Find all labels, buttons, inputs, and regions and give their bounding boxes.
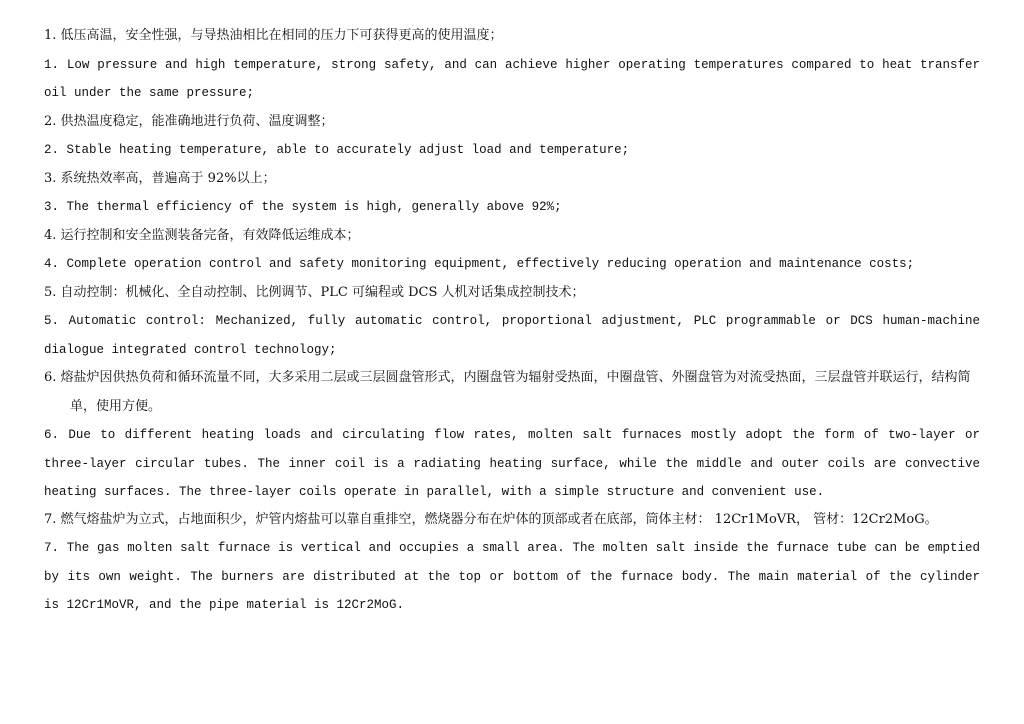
item-3-english: 3. The thermal efficiency of the system is high, generally above 92%;	[44, 200, 562, 214]
item-2-chinese: 2. 供热温度稳定，能准确地进行负荷、温度调整；	[44, 113, 334, 129]
item-3-chinese: 3. 系统热效率高，普遍高于 92%以上；	[44, 170, 276, 186]
item-5-chinese: 5. 自动控制：机械化、全自动控制、比例调节、PLC 可编程或 DCS 人机对话集成控制技术；	[44, 284, 585, 300]
item-1-english: 1. Low pressure and high temperature, strong safety, and can achieve higher operating temperatures compared to heat transfer oil under the same pressure;	[44, 57, 980, 100]
item-4-chinese: 4. 运行控制和安全监测装备完备，有效降低运维成本；	[44, 227, 360, 243]
item-7-english: 7. The gas molten salt furnace is vertical and occupies a small area. The molten salt inside the furnace tube can be emptied by its own weight. The burners are distributed at the top or bottom of the furnace body. The main material of the cylinder is 12Cr1MoVR, and the pipe material is 12Cr2MoG.	[44, 541, 980, 612]
item-5-english: 5. Automatic control: Mechanized, fully automatic control, proportional adjustment, PLC programmable or DCS human-machine dialogue integrated control technology;	[44, 314, 980, 357]
item-2-english: 2. Stable heating temperature, able to accurately adjust load and temperature;	[44, 143, 630, 157]
item-7-chinese: 7. 燃气熔盐炉为立式，占地面积少，炉管内熔盐可以靠自重排空，燃烧器分布在炉体的顶部或者在底部，筒体主材： 12Cr1MoVR， 管材：12Cr2MoG。	[44, 511, 938, 527]
item-6-english: 6. Due to different heating loads and circulating flow rates, molten salt furnaces mostly adopt the form of two-layer or three-layer circular tubes. The inner coil is a radiating heating surface, while the middle and outer coils are convective heating surfaces. The three-layer coils operate in parallel, with a simple structure and convenient use.	[44, 428, 980, 499]
item-4-english: 4. Complete operation control and safety monitoring equipment, effectively reducing operation and maintenance costs;	[44, 257, 915, 271]
document-body	[44, 22, 980, 620]
item-1-chinese: 1. 低压高温，安全性强，与导热油相比在相同的压力下可获得更高的使用温度；	[44, 28, 503, 43]
item-6-chinese: 6. 熔盐炉因供热负荷和循环流量不同，大多采用二层或三层圆盘管形式，内圈盘管为辐射受热面，中圈盘管、外圈盘管为对流受热面，三层盘管并联运行，结构简单，使用方便。	[44, 370, 971, 414]
